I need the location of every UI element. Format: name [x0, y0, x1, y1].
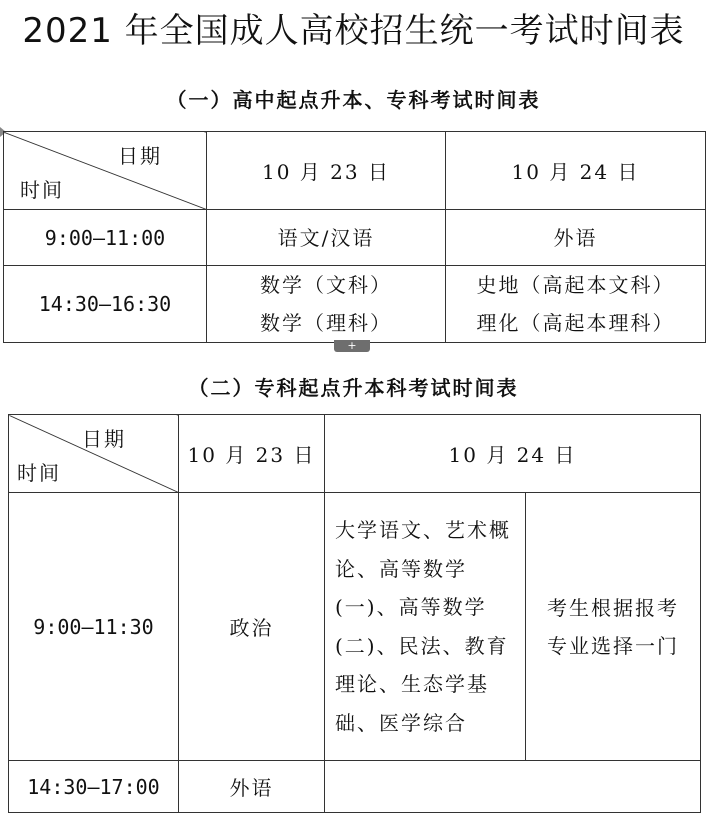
subject: 数学（理科）	[260, 311, 392, 335]
subject: 外语	[553, 225, 598, 250]
time-slot: 9:00—11:00	[4, 210, 207, 266]
subject-line: 础、医学综合	[335, 710, 467, 735]
subject-cell: 政治	[179, 493, 325, 761]
date-axis-label: 日期	[82, 427, 126, 451]
table-header-row	[9, 415, 701, 493]
subject: 史地（高起本文科）	[476, 273, 675, 297]
note-line: 考生根据报考	[547, 595, 679, 620]
schedule-table-2	[8, 414, 701, 813]
empty-cell	[325, 761, 701, 813]
date-header: 10 月 23 日	[179, 415, 325, 493]
page-title: 2021 年全国成人高校招生统一考试时间表	[22, 11, 685, 51]
subject-list-cell	[325, 493, 526, 761]
subject-line: 论、高等数学	[335, 556, 467, 581]
table-row	[9, 761, 701, 813]
subject-line: (二)、民法、教育	[335, 633, 509, 658]
table-row	[9, 493, 701, 761]
note-cell	[526, 493, 701, 761]
subject-cell: 外语	[179, 761, 325, 813]
subject-cell	[446, 210, 706, 266]
subject-line: 理论、生态学基	[335, 672, 489, 696]
subject-line: (一)、高等数学	[335, 595, 487, 619]
subject-cell	[207, 210, 446, 266]
subject-cell	[446, 266, 706, 343]
subject-line: 大学语文、艺术概	[335, 518, 511, 542]
table-row	[4, 266, 706, 343]
subject: 数学（文科）	[260, 273, 392, 297]
subject: 理化（高起本理科）	[476, 311, 675, 335]
note-line: 专业选择一门	[547, 633, 679, 658]
date-header: 10 月 24 日	[446, 132, 706, 210]
time-slot: 14:30—16:30	[4, 266, 207, 343]
time-axis-label: 时间	[20, 178, 64, 202]
schedule-table-1	[3, 131, 706, 343]
subject-cell	[207, 266, 446, 343]
section2-subtitle: （二）专科起点升本科考试时间表	[188, 376, 519, 400]
time-axis-label: 时间	[17, 461, 61, 485]
table-header-row	[4, 132, 706, 210]
table-row	[4, 210, 706, 266]
date-axis-label: 日期	[118, 144, 162, 168]
subject: 语文/汉语	[277, 225, 375, 250]
header-diagonal-cell	[9, 415, 179, 493]
header-diagonal-cell	[4, 132, 207, 210]
time-slot: 14:30—17:00	[9, 761, 179, 813]
section1-subtitle: （一）高中起点升本、专科考试时间表	[166, 88, 541, 112]
plus-icon[interactable]: +	[334, 340, 370, 352]
time-slot: 9:00—11:30	[9, 493, 179, 761]
date-header: 10 月 24 日	[325, 415, 701, 493]
date-header: 10 月 23 日	[207, 132, 446, 210]
